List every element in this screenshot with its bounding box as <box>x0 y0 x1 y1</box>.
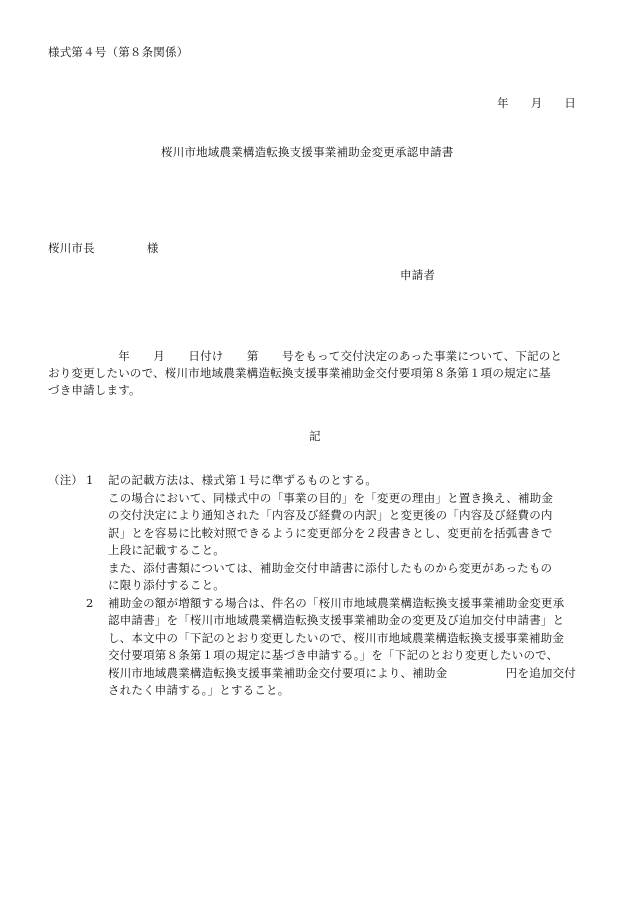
applicant-label: 申請者 <box>400 268 436 282</box>
ki-heading: 記 <box>309 429 321 443</box>
body-line: おり変更したいので、桜川市地域農業構造転換支援事業補助金交付要項第８条第１項の規定に基 <box>48 366 551 380</box>
notes-heading: （注） <box>48 473 84 487</box>
notes-section <box>48 472 588 700</box>
body-line: づき申請します。 <box>48 383 141 397</box>
date-line <box>497 95 576 111</box>
addressee <box>48 240 159 256</box>
addressee-name: 桜川市長 <box>48 241 95 255</box>
note-line: 認申請書」を「桜川市地域農業構造転換支援事業補助金の変更及び追加交付申請書」と <box>108 613 565 627</box>
note-number: 2 <box>86 595 94 610</box>
note-line: 訳」とを容易に比較対照できるように変更部分を２段書きとし、変更前を括弧書きで <box>108 525 553 540</box>
form-number: 様式第４号（第８条関係） <box>48 45 189 59</box>
note-line: に限り添付すること。 <box>108 578 225 592</box>
note-item-2 <box>48 595 588 700</box>
note-number: 1 <box>86 473 94 487</box>
note-line: されたく申請する。」とすること。 <box>108 683 290 697</box>
note-line: し、本文中の「下記のとおり変更したいので、桜川市地域農業構造転換支援事業補助金 <box>108 630 565 645</box>
note-line: 桜川市地域農業構造転換支援事業補助金交付要項により、補助金 円を追加交付 <box>108 665 576 680</box>
note-line: 記の記載方法は、様式第１号に準ずるものとする。 <box>108 473 378 487</box>
date-month: 月 <box>530 96 543 110</box>
note-line: この場合において、同様式中の「事業の目的」を「変更の理由」と置き換え、補助金 <box>108 490 554 505</box>
note-line: 上段に記載すること。 <box>108 543 225 557</box>
note-line: 補助金の額が増額する場合は、件名の「桜川市地域農業構造転換支援事業補助金変更承 <box>108 595 565 610</box>
addressee-honorific: 様 <box>146 241 159 255</box>
body-line: 年 月 日付け 第 号をもって交付決定のあった事業について、下記のと <box>48 349 563 363</box>
date-year: 年 <box>497 96 509 110</box>
note-line: の交付決定により通知された「内容及び経費の内訳」と変更後の「内容及び経費の内 <box>108 508 553 522</box>
document-title: 桜川市地域農業構造転換支援事業補助金変更承認申請書 <box>161 145 454 159</box>
note-line: 交付要項第８条第１項の規定に基づき申請する。」を「下記のとおり変更したいので、 <box>108 648 559 662</box>
body-text <box>48 348 588 399</box>
note-line: また、添付書類については、補助金交付申請書に添付したものから変更があったもの <box>108 560 553 575</box>
date-day: 日 <box>564 96 577 110</box>
note-item-1 <box>48 472 588 595</box>
